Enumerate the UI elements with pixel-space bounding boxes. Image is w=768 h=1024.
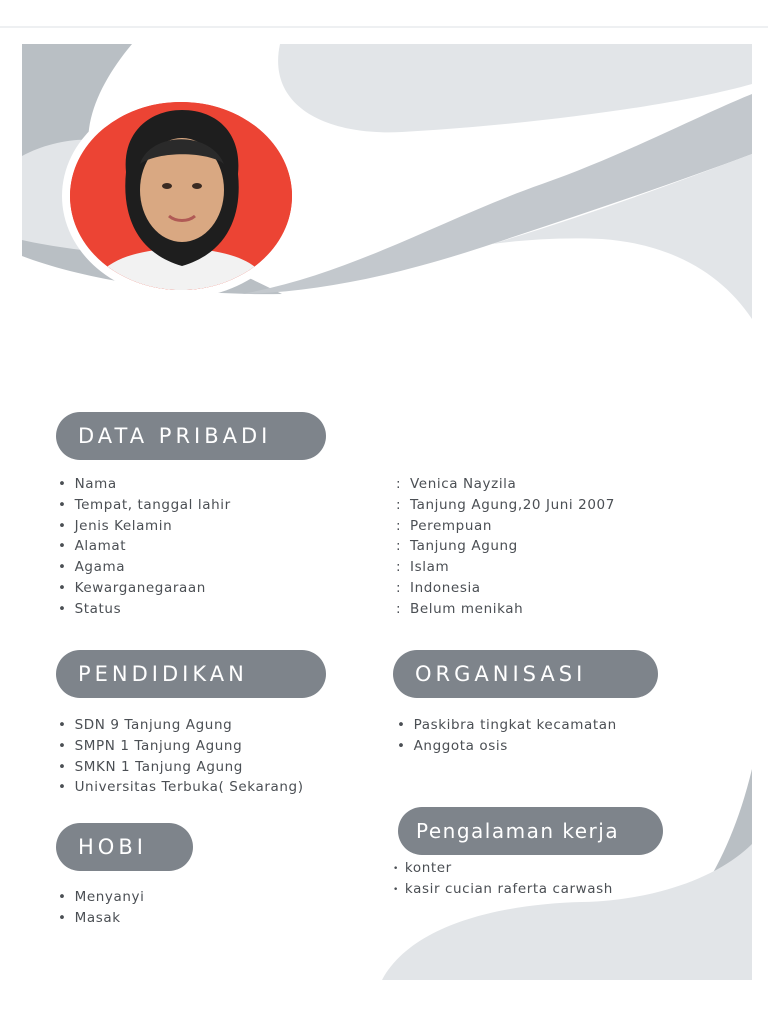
profile-photo <box>70 102 292 290</box>
list-item: : Belum menikah <box>396 600 524 617</box>
list-item: • Anggota osis <box>397 737 508 754</box>
hobi-list <box>58 887 144 929</box>
data-pribadi-values <box>396 474 615 620</box>
list-item: : Perempuan <box>396 517 493 534</box>
list-item: • Agama <box>58 559 126 576</box>
list-item: • SMKN 1 Tanjung Agung <box>58 758 243 775</box>
top-divider <box>0 26 768 28</box>
data-pribadi-heading: DATA PRIBADI <box>56 412 326 460</box>
list-item: : Tanjung Agung,20 Juni 2007 <box>396 496 615 513</box>
left-eye <box>162 183 172 189</box>
hobi-heading: HOBI <box>56 823 193 871</box>
list-item: • Menyanyi <box>58 889 145 905</box>
list-item: • Status <box>58 600 122 617</box>
pengalaman-kerja-heading: Pengalaman kerja <box>398 807 663 855</box>
pengalaman-kerja-list <box>393 858 613 900</box>
list-item: • Kewarganegaraan <box>58 579 206 596</box>
list-item: • Tempat, tanggal lahir <box>58 496 231 513</box>
list-item: : Indonesia <box>396 579 481 596</box>
list-item: • Jenis Kelamin <box>58 517 173 534</box>
list-item: : Islam <box>396 559 450 576</box>
list-item: • SDN 9 Tanjung Agung <box>58 717 233 733</box>
list-item: • SMPN 1 Tanjung Agung <box>58 737 243 754</box>
profile-photo-illustration <box>70 102 292 290</box>
right-eye <box>192 183 202 189</box>
list-item: • Paskibra tingkat kecamatan <box>397 717 617 733</box>
pendidikan-list <box>58 715 304 798</box>
pendidikan-heading: PENDIDIKAN <box>56 650 326 698</box>
list-item: • Universitas Terbuka( Sekarang) <box>58 779 304 796</box>
list-item: • Alamat <box>58 538 127 555</box>
list-item: • Masak <box>58 909 121 926</box>
list-item: : Venica Nayzila <box>396 476 517 492</box>
list-item: • kasir cucian raferta carwash <box>393 880 613 897</box>
data-pribadi-labels <box>58 474 231 620</box>
organisasi-heading: ORGANISASI <box>393 650 658 698</box>
list-item: : Tanjung Agung <box>396 538 518 555</box>
list-item: • konter <box>393 860 452 876</box>
list-item: • Nama <box>58 476 117 492</box>
organisasi-list <box>397 715 617 757</box>
